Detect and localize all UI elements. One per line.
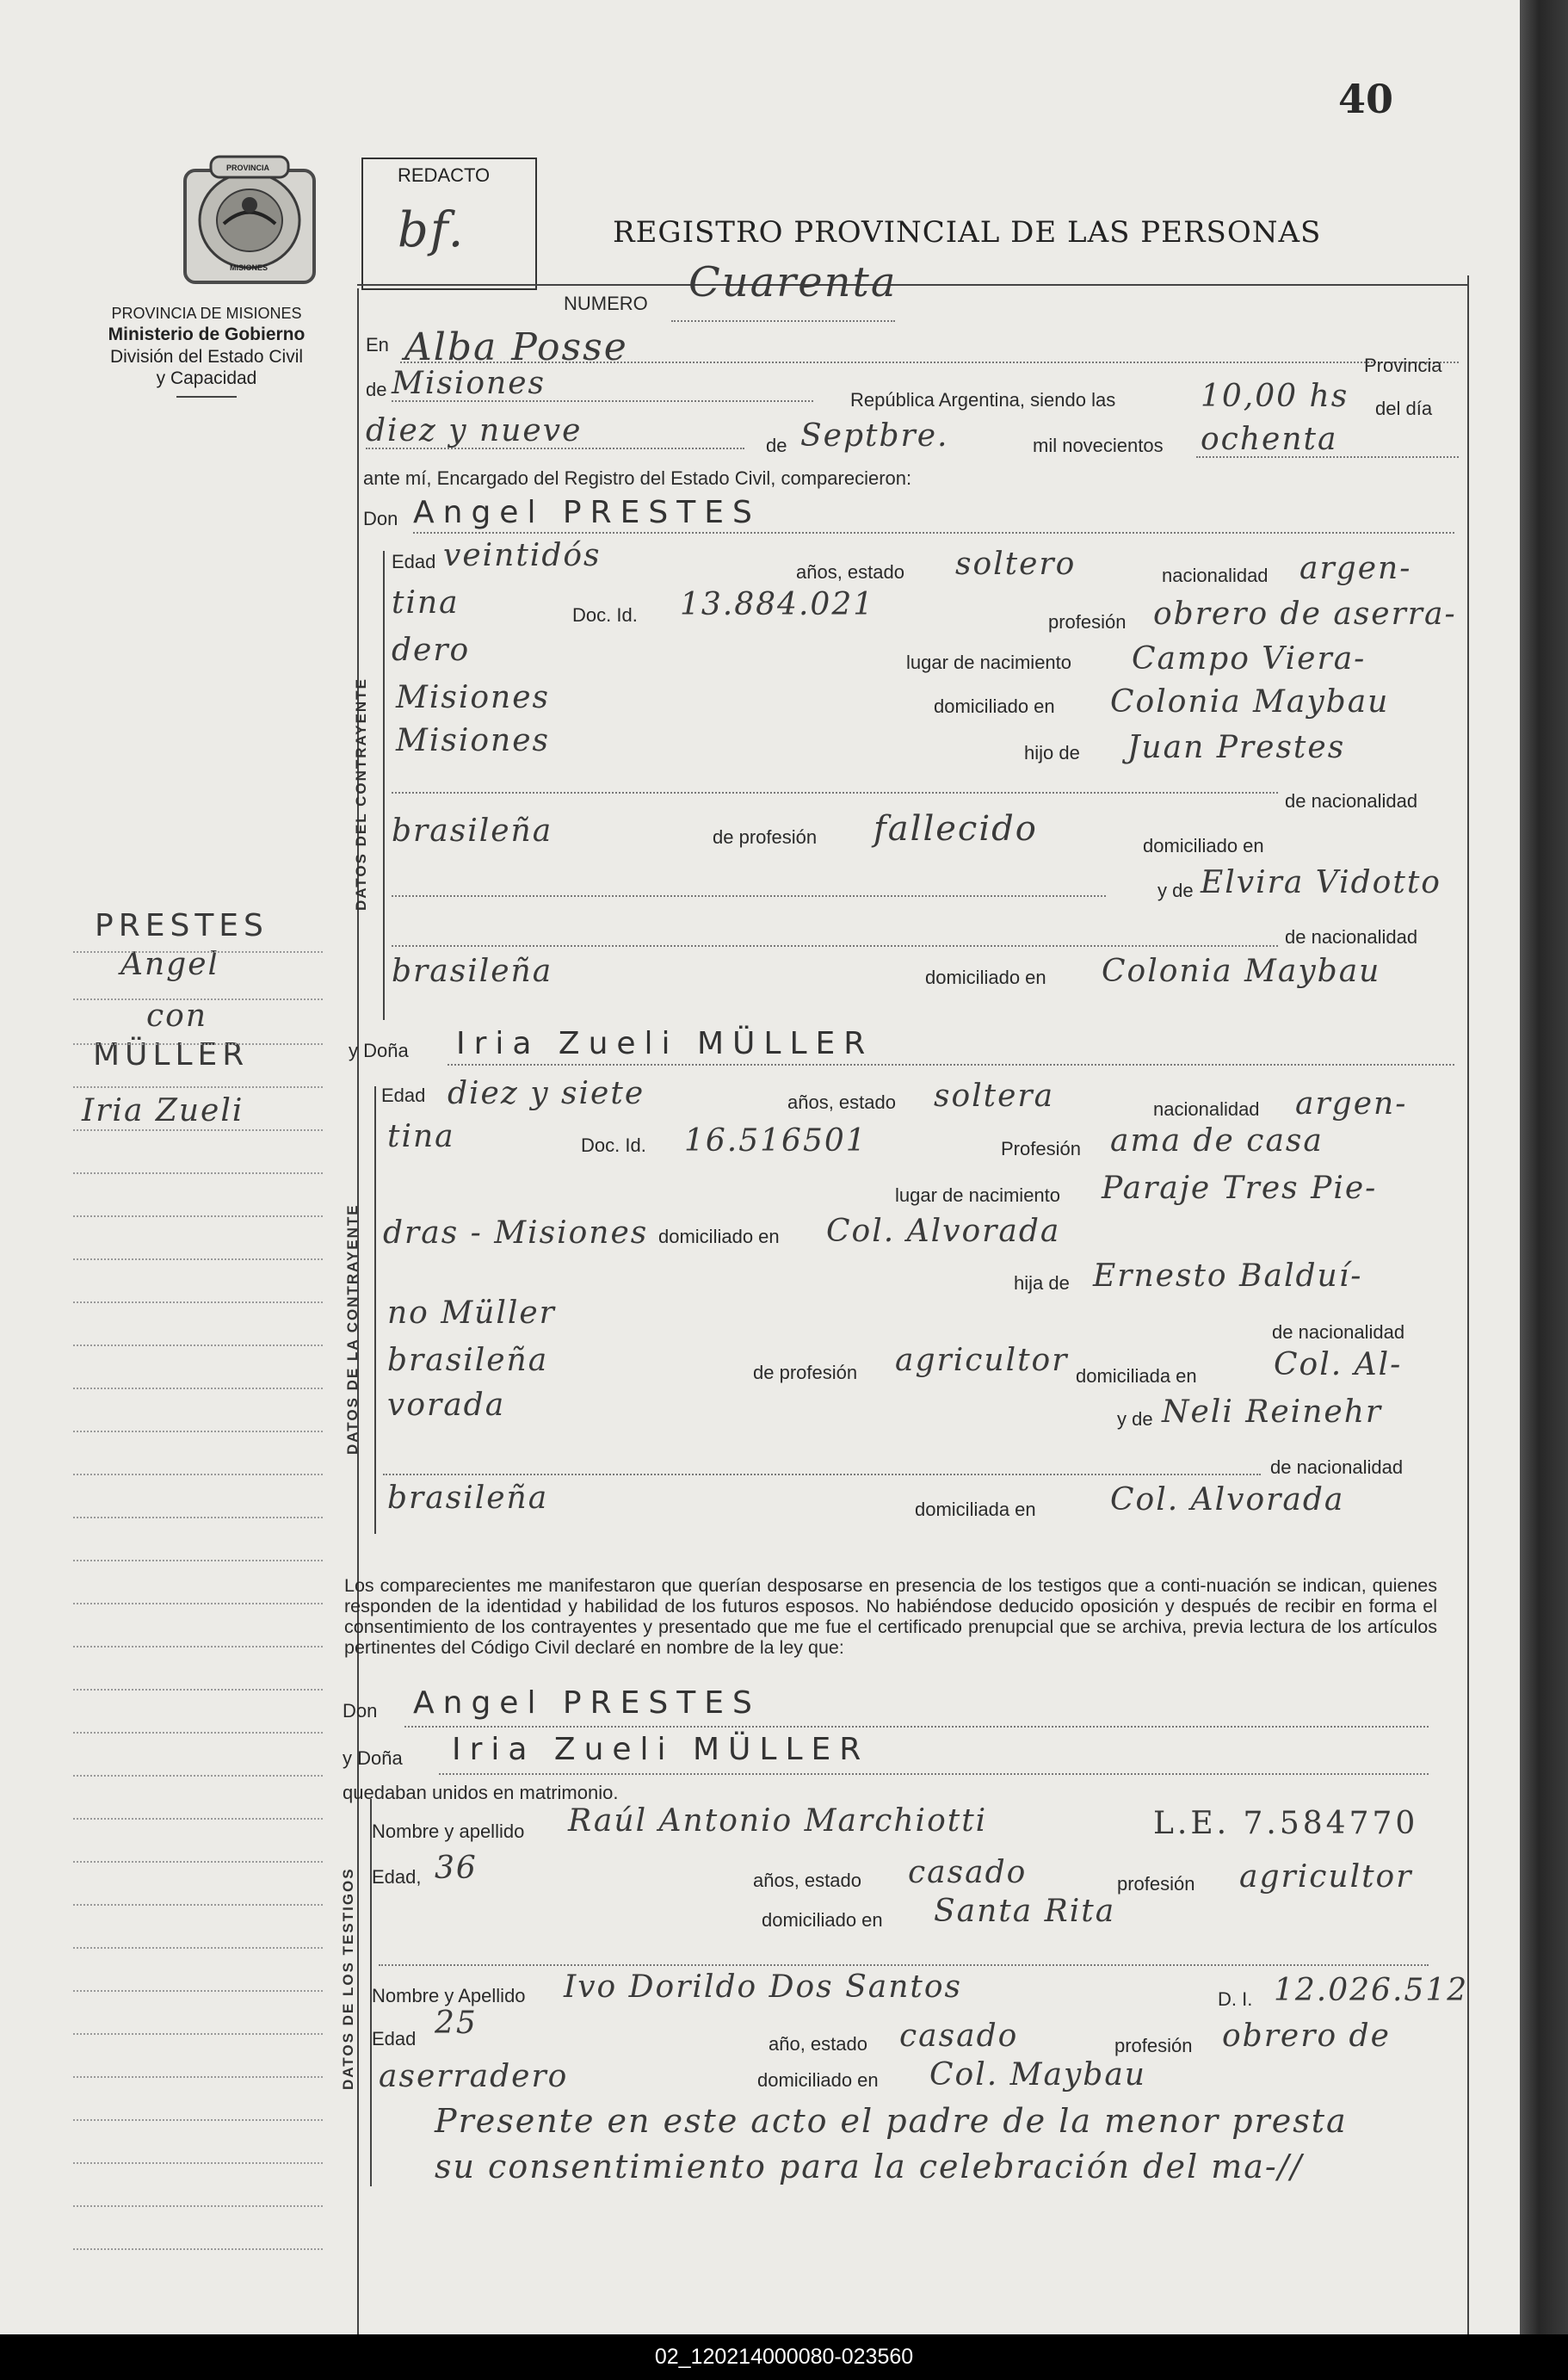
mes-value: Septbre. bbox=[800, 418, 949, 454]
bride-lugar-label: lugar de nacimiento bbox=[895, 1184, 1061, 1206]
w2-nombre-label: Nombre y Apellido bbox=[372, 1985, 526, 2006]
issuer-capacity: y Capacidad bbox=[156, 368, 257, 388]
margin-note-surname-1: PRESTES bbox=[95, 908, 269, 943]
de-mes-label: de bbox=[766, 435, 787, 456]
bride-padre-value: Ernesto Balduí- bbox=[1093, 1258, 1363, 1294]
margin-rule bbox=[73, 1129, 323, 1131]
groom-madre-nac-value: brasileña bbox=[392, 954, 553, 989]
w1-domicilio-value: Santa Rita bbox=[934, 1894, 1116, 1929]
issuer-divider bbox=[176, 396, 237, 398]
w1-edad-label: Edad, bbox=[372, 1866, 422, 1888]
scan-footer-id: 02_120214000080-023560 bbox=[0, 2334, 1568, 2380]
w2-estado-value: casado bbox=[899, 2018, 1019, 2054]
w2-profesion-value: obrero de bbox=[1222, 2018, 1391, 2054]
numero-value: Cuarenta bbox=[688, 258, 898, 306]
groom-y-de-label: y de bbox=[1157, 880, 1194, 901]
bride-de-nac-label-2: de nacionalidad bbox=[1270, 1456, 1404, 1478]
groom-profesion-label: profesión bbox=[1048, 611, 1127, 633]
margin-rule bbox=[73, 1086, 323, 1088]
witness-side-label: DATOS DE LOS TESTIGOS bbox=[340, 1867, 356, 2090]
bride-name: Iria Zueli MÜLLER bbox=[456, 1026, 874, 1061]
w2-domicilio-value: Col. Maybau bbox=[929, 2057, 1146, 2093]
decl-don-label: Don bbox=[343, 1700, 378, 1722]
bride-padre-dom-label: domiciliada en bbox=[1076, 1365, 1197, 1387]
w1-edad-value: 36 bbox=[435, 1851, 478, 1886]
seal-top-text: PROVINCIA bbox=[226, 164, 270, 172]
w1-estado-value: casado bbox=[908, 1855, 1028, 1890]
bride-edad-value: diez y siete bbox=[448, 1076, 645, 1111]
groom-profesion-value2: dero bbox=[392, 633, 471, 668]
margin-rule bbox=[73, 2248, 323, 2250]
groom-de-nac-label-2: de nacionalidad bbox=[1285, 926, 1418, 948]
margin-rule bbox=[73, 2205, 323, 2207]
provincia-label: Provincia bbox=[1364, 355, 1442, 376]
bride-profesion-label: Profesión bbox=[1001, 1138, 1081, 1159]
groom-blank-dots-2 bbox=[392, 895, 1106, 897]
bride-doc-value: 16.516501 bbox=[684, 1123, 867, 1159]
groom-domicilio-label: domiciliado en bbox=[934, 695, 1055, 717]
groom-madre-value: Elvira Vidotto bbox=[1201, 865, 1441, 900]
bride-madre-dom-label: domiciliada en bbox=[915, 1499, 1036, 1520]
bride-y-de-label: y de bbox=[1117, 1408, 1153, 1430]
margin-note-name-1: Angel bbox=[120, 947, 220, 982]
provincia-dots bbox=[392, 400, 813, 402]
margin-rule bbox=[73, 1603, 323, 1604]
right-frame-rule bbox=[1467, 275, 1469, 2341]
margin-rule bbox=[73, 1646, 323, 1647]
bride-doc-label: Doc. Id. bbox=[581, 1134, 646, 1156]
place-value: Alba Posse bbox=[404, 325, 628, 369]
seal-bottom-text: MISIONES bbox=[230, 263, 269, 272]
margin-rule bbox=[73, 1904, 323, 1906]
margin-rule bbox=[73, 1775, 323, 1777]
bride-domicilio-label: domiciliado en bbox=[658, 1226, 780, 1247]
margin-rule bbox=[73, 1388, 323, 1389]
margin-rule bbox=[73, 1990, 323, 1992]
provincia-value: Misiones bbox=[392, 366, 546, 401]
w2-anios-label: año, estado bbox=[769, 2033, 867, 2055]
bride-hija-label: hija de bbox=[1014, 1272, 1070, 1294]
groom-madre-dom-value: Colonia Maybau bbox=[1102, 954, 1381, 989]
bride-madre-dom-value: Col. Alvorada bbox=[1110, 1482, 1345, 1518]
groom-blank-dots-3 bbox=[392, 945, 1278, 947]
numero-label: NUMERO bbox=[564, 293, 648, 314]
groom-lugar-value2: Misiones bbox=[396, 680, 551, 715]
w2-domicilio-label: domiciliado en bbox=[757, 2069, 879, 2091]
bride-padre-value2: no Müller bbox=[387, 1295, 556, 1331]
bride-edad-label: Edad bbox=[381, 1085, 426, 1106]
groom-hijo-label: hijo de bbox=[1024, 742, 1080, 763]
margin-rule bbox=[73, 998, 323, 1000]
anio-value: ochenta bbox=[1201, 422, 1338, 457]
anio-dots bbox=[1196, 456, 1459, 458]
groom-blank-dots bbox=[392, 792, 1278, 794]
bride-dona-label: y Doña bbox=[349, 1040, 409, 1061]
margin-rule bbox=[73, 1474, 323, 1475]
groom-doc-value: 13.884.021 bbox=[680, 587, 875, 622]
decl-don-line bbox=[404, 1726, 1429, 1728]
groom-domicilio-value: Colonia Maybau bbox=[1110, 684, 1390, 720]
bride-blank-dots bbox=[383, 1474, 1261, 1475]
dia-value: diez y nueve bbox=[366, 413, 583, 448]
w2-di-label: D. I. bbox=[1218, 1988, 1253, 2010]
groom-edad-value: veintidós bbox=[443, 538, 602, 573]
w2-edad-value: 25 bbox=[435, 2006, 478, 2041]
groom-de-nac-label: de nacionalidad bbox=[1285, 790, 1418, 812]
stamp-initials: bf. bbox=[398, 202, 466, 258]
issuer-division: División del Estado Civil bbox=[109, 347, 304, 367]
numero-dots bbox=[671, 320, 895, 322]
bride-nacionalidad-value2: tina bbox=[387, 1119, 455, 1154]
groom-doc-label: Doc. Id. bbox=[572, 604, 638, 626]
w2-edad-label: Edad bbox=[372, 2028, 417, 2049]
margin-rule bbox=[73, 1172, 323, 1174]
margin-rule bbox=[73, 951, 323, 953]
margin-note-surname-2: MÜLLER bbox=[93, 1037, 250, 1073]
margin-note-con: con bbox=[146, 998, 208, 1034]
groom-name: Angel PRESTES bbox=[413, 495, 761, 530]
bride-anios-label: años, estado bbox=[787, 1091, 896, 1113]
groom-don-label: Don bbox=[363, 508, 398, 529]
groom-nacionalidad-value: argen- bbox=[1299, 551, 1412, 586]
bride-nacionalidad-label: nacionalidad bbox=[1153, 1098, 1260, 1120]
groom-de-prof-label: de profesión bbox=[713, 826, 818, 848]
groom-padre-prof-value: fallecido bbox=[874, 809, 1038, 849]
w1-le-value: L.E. 7.584770 bbox=[1153, 1806, 1419, 1841]
groom-padre-dom-label: domiciliado en bbox=[1143, 835, 1264, 856]
groom-edad-label: Edad bbox=[392, 551, 436, 572]
decl-dona-line bbox=[439, 1773, 1429, 1775]
margin-rule bbox=[73, 1517, 323, 1518]
groom-data-rule bbox=[383, 551, 385, 1020]
w2-di-value: 12.026.512 bbox=[1274, 1973, 1469, 2008]
bride-data-rule bbox=[374, 1086, 376, 1534]
bride-de-prof-label: de profesión bbox=[753, 1362, 858, 1383]
w2-nombre-value: Ivo Dorildo Dos Santos bbox=[564, 1969, 962, 2005]
declaration-paragraph: Los comparecientes me manifestaron que querían desposarse en presencia de los testigos que a conti-nuación se indican, quienes responden de la identidad y habilidad de los futuros esposos. No habiéndose deducido oposición y después de recibir en forma el consentimiento de los contrayentes y presentado que me fue el certificado prenupcial que se archiva, previa lectura de los artículos pertinentes del Código Civil declaré en nombre de la ley que: bbox=[344, 1575, 1437, 1658]
margin-rule bbox=[73, 2033, 323, 2035]
margin-rule bbox=[73, 1818, 323, 1820]
w2-profesion-label: profesión bbox=[1114, 2035, 1193, 2056]
bride-padre-nac-value: brasileña bbox=[387, 1343, 549, 1378]
margin-rule bbox=[73, 1345, 323, 1346]
groom-estado-value: soltero bbox=[955, 547, 1077, 582]
redacto-stamp bbox=[361, 158, 537, 290]
hora-value: 10,00 hs bbox=[1201, 379, 1349, 414]
place-dots bbox=[400, 362, 1459, 363]
bride-nacionalidad-value: argen- bbox=[1295, 1086, 1408, 1122]
bride-lugar-value2: dras - Misiones bbox=[383, 1215, 649, 1251]
decl-don-value: Angel PRESTES bbox=[413, 1685, 761, 1721]
de-label: de bbox=[366, 379, 387, 400]
bride-padre-dom-value2: vorada bbox=[387, 1388, 506, 1423]
bride-padre-dom-value: Col. Al- bbox=[1274, 1347, 1403, 1382]
margin-rule bbox=[73, 1431, 323, 1432]
ante-label: ante mí, Encargado del Registro del Estado Civil, comparecieron: bbox=[363, 467, 912, 489]
document-title: REGISTRO PROVINCIAL DE LAS PERSONAS bbox=[613, 215, 1322, 250]
consent-note-line-2: su consentimiento para la celebración del ma-// bbox=[435, 2148, 1304, 2185]
groom-madre-dom-label: domiciliado en bbox=[925, 967, 1046, 988]
w2-profesion-value2: aserradero bbox=[379, 2059, 569, 2094]
bride-name-line bbox=[448, 1064, 1454, 1066]
en-label: En bbox=[366, 334, 389, 355]
groom-profesion-value: obrero de aserra- bbox=[1153, 597, 1457, 632]
w1-profesion-label: profesión bbox=[1117, 1873, 1195, 1895]
issuer-ministry: Ministerio de Gobierno bbox=[108, 325, 306, 344]
groom-nacionalidad-label: nacionalidad bbox=[1162, 565, 1269, 586]
bride-padre-prof-value: agricultor bbox=[895, 1343, 1069, 1378]
mil-label: mil novecientos bbox=[1033, 435, 1164, 456]
margin-rule bbox=[73, 2076, 323, 2078]
top-frame-rule bbox=[357, 284, 1467, 286]
margin-rule bbox=[73, 1947, 323, 1949]
bride-madre-nac-value: brasileña bbox=[387, 1481, 549, 1516]
stamp-label: REDACTO bbox=[398, 164, 491, 186]
groom-nacionalidad-value2: tina bbox=[392, 585, 460, 621]
bride-de-nac-label: de nacionalidad bbox=[1272, 1321, 1405, 1343]
margin-rule bbox=[73, 1215, 323, 1217]
margin-rule bbox=[73, 1861, 323, 1863]
groom-side-label: DATOS DEL CONTRAYENTE bbox=[353, 677, 369, 911]
margin-rule bbox=[73, 1258, 323, 1260]
provincial-seal bbox=[159, 153, 340, 291]
groom-padre-value: Juan Prestes bbox=[1127, 730, 1346, 765]
dia-dots bbox=[366, 448, 744, 449]
w1-anios-label: años, estado bbox=[753, 1870, 861, 1891]
decl-dona-value: Iria Zueli MÜLLER bbox=[452, 1732, 870, 1767]
decl-unidos-label: quedaban unidos en matrimonio. bbox=[343, 1782, 619, 1803]
margin-rule bbox=[73, 2119, 323, 2121]
bride-domicilio-value: Col. Alvorada bbox=[826, 1214, 1061, 1249]
margin-rule bbox=[73, 1689, 323, 1691]
margin-rule bbox=[73, 2162, 323, 2164]
margin-rule bbox=[73, 1301, 323, 1303]
republica-label: República Argentina, siendo las bbox=[850, 389, 1116, 411]
bride-madre-value: Neli Reinehr bbox=[1162, 1394, 1383, 1430]
w1-profesion-value: agricultor bbox=[1239, 1859, 1413, 1895]
w1-nombre-value: Raúl Antonio Marchiotti bbox=[568, 1803, 988, 1839]
groom-domicilio-value2: Misiones bbox=[396, 723, 551, 758]
w1-domicilio-label: domiciliado en bbox=[762, 1909, 883, 1931]
margin-rule bbox=[73, 1732, 323, 1734]
margin-rule bbox=[73, 1043, 323, 1045]
w1-nombre-label: Nombre y apellido bbox=[372, 1821, 525, 1842]
bride-lugar-value: Paraje Tres Pie- bbox=[1102, 1171, 1378, 1206]
groom-lugar-value: Campo Viera- bbox=[1132, 641, 1367, 677]
groom-name-line bbox=[413, 532, 1454, 534]
bride-profesion-value: ama de casa bbox=[1110, 1123, 1324, 1159]
witness-blank-dots bbox=[379, 1964, 1429, 1966]
page-number: 40 bbox=[1338, 76, 1394, 122]
margin-rule bbox=[73, 1560, 323, 1561]
issuer-province: PROVINCIA DE MISIONES bbox=[111, 305, 302, 322]
groom-anios-label: años, estado bbox=[796, 561, 904, 583]
del-dia-label: del día bbox=[1375, 398, 1433, 419]
issuer-block bbox=[69, 303, 344, 398]
groom-padre-nac-value: brasileña bbox=[392, 813, 553, 849]
bride-side-label: DATOS DE LA CONTRAYENTE bbox=[344, 1203, 361, 1455]
decl-dona-label: y Doña bbox=[343, 1747, 403, 1769]
book-spine bbox=[1520, 0, 1568, 2334]
bride-estado-value: soltera bbox=[934, 1079, 1055, 1114]
consent-note-line-1: Presente en este acto el padre de la menor presta bbox=[435, 2102, 1348, 2140]
margin-note-name-2: Iria Zueli bbox=[82, 1093, 244, 1128]
groom-lugar-label: lugar de nacimiento bbox=[906, 652, 1072, 673]
